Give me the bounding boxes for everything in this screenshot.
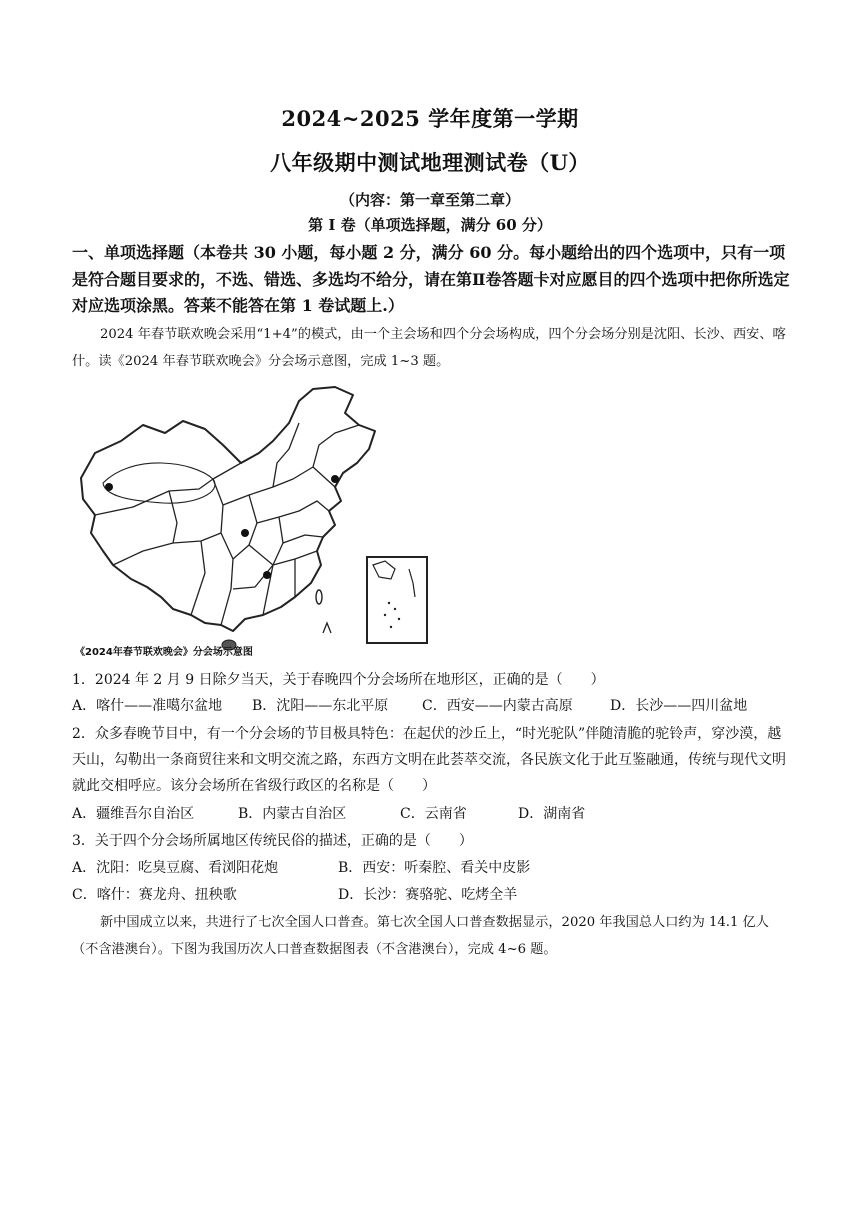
map-caption: 《2024年春节联欢晚会》分会场示意图 (75, 647, 253, 658)
passage-census: 新中国成立以来，共进行了七次全国人口普查。第七次全国人口普查数据显示，2020 年我国总人口约为 14.1 亿人（不含港澳台）。下图为我国历次人口普查数据图表（不含港澳台），完成 4~6 题。 (72, 915, 769, 957)
question-3-options-row1 (72, 856, 794, 881)
question-3-stem: 3．关于四个分会场所属地区传统民俗的描述，正确的是（ ） (72, 833, 473, 849)
question-2-options (72, 802, 794, 827)
exam-year-line: 2024~2025 学年度第一学期 (281, 106, 579, 131)
south-china-sea-inset (367, 557, 427, 643)
q1-option-b[interactable]: B．沈阳——东北平原 (252, 698, 389, 714)
venue-marker-xian (241, 529, 249, 537)
q3-option-a[interactable]: A．沈阳：吃臭豆腐、看浏阳花炮 (72, 860, 279, 876)
question-3-options-row2 (72, 883, 794, 908)
question-1-stem: 1．2024 年 2 月 9 日除夕当天，关于春晚四个分会场所在地形区，正确的是（ ） (72, 672, 605, 688)
q3-option-d[interactable]: D．长沙：赛骆驼、吃烤全羊 (338, 887, 518, 903)
venue-marker-shenyang (331, 475, 339, 483)
venue-marker-kashgar (105, 483, 113, 491)
q1-option-a[interactable]: A．喀什——准噶尔盆地 (72, 698, 223, 714)
volume-heading: 第 I 卷（单项选择题，满分 60 分） (308, 216, 552, 234)
q2-option-c[interactable]: C．云南省 (400, 806, 467, 822)
q3-option-b[interactable]: B．西安：听秦腔、看关中皮影 (338, 860, 531, 876)
q2-option-a[interactable]: A．疆维吾尔自治区 (72, 806, 195, 822)
passage-gala: 2024 年春节联欢晚会采用“1+4”的模式，由一个主会场和四个分会场构成，四个分会场分别是沈阳、长沙、西安、喀什。读《2024 年春节联欢晚会》分会场示意图，完成 1~3 题。 (72, 327, 786, 369)
content-scope: （内容：第一章至第二章） (339, 191, 520, 209)
section-instructions: 一、单项选择题（本卷共 30 小题，每小题 2 分，满分 60 分。每小题给出的四个选项中，只有一项是符合题目要求的，不选、错选、多选均不给分，请在第Ⅱ卷答题卡对应愿目的四个选项中把你所选定对应选项涂黑。答莱不能答在第 1 卷试题上.） (72, 243, 790, 315)
q2-option-d[interactable]: D．湖南省 (518, 806, 586, 822)
q3-option-c[interactable]: C．喀什：赛龙舟、扭秧歌 (72, 887, 237, 903)
q1-option-c[interactable]: C．西安——内蒙古高原 (422, 698, 573, 714)
q1-option-d[interactable]: D．长沙——四川盆地 (610, 698, 748, 714)
venue-marker-changsha (263, 571, 271, 579)
question-2-stem: 2．众多春晚节目中，有一个分会场的节目极具特色：在起伏的沙丘上，“时光驼队”伴随清脆的驼铃声，穿沙漠，越天山，勾勒出一条商贸往来和文明交流之路，东西方文明在此荟萃交流，各民族文化于此互鉴融通，传统与现代文明就此交相呼应。该分会场所在省级行政区的名称是（ ） (72, 726, 786, 794)
china-map-figure (73, 383, 433, 661)
q2-option-b[interactable]: B．内蒙古自治区 (238, 806, 347, 822)
question-1-options (72, 694, 794, 719)
exam-title: 八年级期中测试地理测试卷（U） (270, 150, 590, 175)
